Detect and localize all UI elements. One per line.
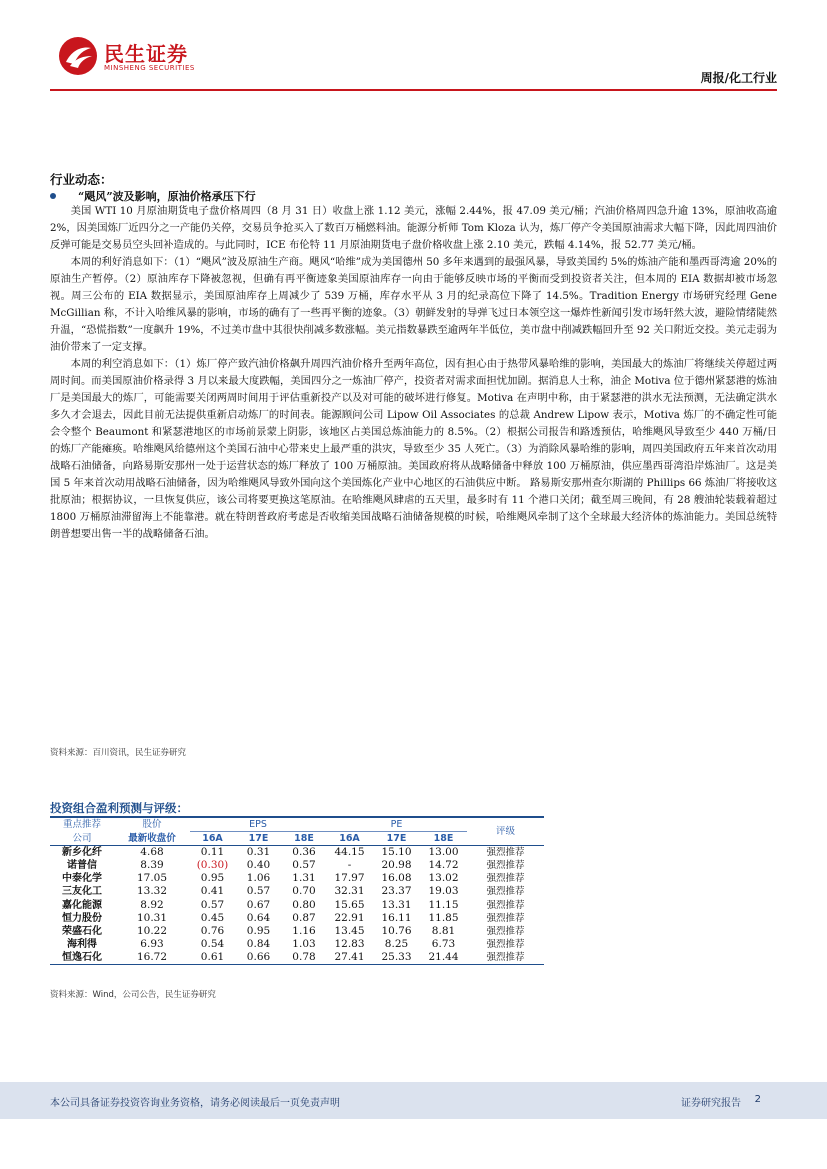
pe-18e-cell: 13.02 [428, 872, 459, 885]
footer-report-label: 证券研究报告 [681, 1098, 741, 1109]
bullet-heading-text: “飓风”波及影响，原油价格承压下行 [78, 190, 256, 203]
pe-18e-cell: 11.15 [428, 898, 459, 911]
pe-16a-cell: 22.91 [334, 911, 365, 924]
eps-16a-cell: 0.61 [200, 951, 225, 964]
col-header-stock: 重点推荐 [62, 819, 101, 831]
close-price-cell: 10.31 [136, 911, 168, 924]
pe-18e-cell: 21.44 [428, 951, 459, 964]
source-note: 资料来源：百川资讯，民生证券研究 [50, 748, 187, 758]
col-header-close: 最新收盘价 [128, 832, 176, 844]
col-header-rating: 评级 [495, 826, 515, 837]
table-row [50, 885, 544, 898]
pe-17e-cell: 16.08 [381, 872, 412, 885]
eps-18e-cell: 0.80 [292, 898, 316, 911]
eps-17e-cell: 0.67 [246, 898, 271, 911]
page-footer [0, 1082, 827, 1119]
paragraph: 本周的利空消息如下：（1）炼厂停产致汽油价格飙升周四汽油价格升至两年高位，因有担心由于热带风暴哈维的影响，美国最大的炼油厂将继续关停超过两周时间。而美国原油价格录得 3 月以来最大度跌幅，美国四分之一炼油厂停产，投资者对需求面担忧加剧。据消息人士称，油企 Motiva 位于德州紧瑟港的炼油厂是美国最大的炼厂，可能需要关闭两周时间用于评估重新投产以及对可能的破坏进行修复。Motiva 在声明中称，由于紧瑟港的洪水无法预测，无法确定洪水多久才会退去，因此目前无法提供重新启动炼厂的时间表。能源顾问公司 Lipow Oil Associates 的总裁 Andrew Lipow 表示，Motiva 炼厂的不确定性可能会令整个 Beaumont 和紧瑟港地区的市场前景蒙上阴影，该地区占美国总炼油能力的 8.5%。（2）根据公司报告和路透预估，哈维飓风导致至少 440 万桶/日的炼厂产能瘫痪。哈维飓风给德州这个美国石油中心带来史上最严重的洪灾，导致至少 35 人死亡。（3）为消除风暴哈维的影响，周四美国政府五年来首次动用战略石油储备，向路易斯安那州一处于运营状态的炼厂释放了 100 万桶原油。美国政府将从战略储备中释放 100 万桶原油，供应墨西哥湾沿岸炼油厂。这是美国 5 年来首次动用战略石油储备，因为哈维飓风导致外国向这个美国炼化产业中心地区的石油供应中断。 路易斯安那州查尔斯湖的 Phillips 66 炼油厂将接收这批原油；根据协议，一旦恢复供应，该公司将要更换这笔原油。在哈维飓风肆虐的五天里，最多时有 11 个港口关闭；截至周三晚间，有 28 艘油轮装载着超过 1800 万桶原油滞留海上不能靠港。就在特朗普政府考虑是否收缩美国战略石油储备规模的时候，哈维飓风牵制了这个全球最大经济体的炼油能力。美国总统特朗普想要出售一半的战略储备石油。 [50, 358, 777, 540]
table-row [50, 872, 544, 885]
col-header-pe-17e: 17E [386, 833, 407, 844]
close-price-cell: 6.93 [140, 938, 164, 951]
rating-cell: 强烈推荐 [486, 886, 525, 898]
eps-18e-cell: 0.70 [292, 885, 316, 898]
table-row [50, 846, 544, 860]
eps-17e-cell: 0.66 [246, 951, 271, 964]
eps-18e-cell: 0.36 [292, 846, 316, 858]
eps-17e-cell: 0.64 [246, 911, 271, 924]
rating-cell: 强烈推荐 [486, 912, 525, 924]
eps-18e-cell: 1.03 [292, 938, 316, 951]
table-row [50, 912, 544, 925]
eps-17e-cell: 0.95 [246, 925, 271, 938]
stock-name-cell: 海利得 [67, 939, 97, 951]
close-price-cell: 4.68 [140, 846, 164, 858]
rating-cell: 强烈推荐 [486, 860, 525, 872]
eps-17e-cell: 0.84 [246, 938, 271, 951]
page-number: 2 [754, 1094, 761, 1105]
stock-name-cell: 恒力股份 [62, 912, 102, 924]
bullet-icon [50, 193, 56, 199]
close-price-cell: 13.32 [136, 885, 168, 898]
stock-name-cell: 荣盛石化 [62, 926, 102, 938]
footer-disclaimer: 本公司具备证券投资咨询业务资格，请务必阅读最后一页免责声明 [50, 1098, 340, 1109]
eps-16a-cell: 0.57 [200, 898, 225, 911]
rating-cell: 强烈推荐 [486, 926, 525, 938]
rating-cell: 强烈推荐 [486, 939, 525, 951]
pe-16a-cell: - [347, 859, 352, 872]
eps-16a-cell: 0.45 [200, 911, 225, 924]
pe-17e-cell: 15.10 [381, 846, 412, 858]
header-divider [50, 89, 777, 91]
eps-16a-cell: 0.76 [200, 925, 225, 938]
bullet-heading [50, 188, 256, 204]
eps-16a-cell: 0.54 [200, 938, 225, 951]
pe-17e-cell: 10.76 [381, 925, 412, 938]
col-header-pe-18e: 18E [433, 833, 454, 844]
pe-18e-cell: 6.73 [431, 938, 456, 951]
col-header-price: 股价 [142, 819, 162, 831]
pe-16a-cell: 32.31 [334, 885, 365, 898]
pe-17e-cell: 16.11 [381, 911, 412, 924]
pe-16a-cell: 15.65 [334, 898, 365, 911]
pe-16a-cell: 13.45 [334, 925, 365, 938]
rating-cell: 强烈推荐 [486, 847, 525, 858]
rating-cell: 强烈推荐 [486, 952, 525, 964]
col-header-eps: EPS [190, 818, 326, 832]
table-row [50, 859, 544, 872]
col-header-eps-18e: 18E [294, 833, 314, 844]
col-header-pe-16a: 16A [339, 833, 360, 844]
stock-name-cell: 嘉化能源 [62, 899, 102, 911]
pe-17e-cell: 20.98 [381, 859, 412, 872]
pe-16a-cell: 17.97 [334, 872, 365, 885]
pe-18e-cell: 11.85 [428, 911, 459, 924]
eps-18e-cell: 0.78 [292, 951, 316, 964]
close-price-cell: 8.39 [140, 859, 164, 872]
rating-cell: 强烈推荐 [486, 873, 525, 885]
eps-17e-cell: 0.57 [246, 885, 271, 898]
source-note: 资料来源：Wind，公司公告，民生证券研究 [50, 990, 216, 1000]
paragraph: 本周的利好消息如下：（1）“飓风”波及原油生产商。飓风“哈维”成为美国德州 50 多年来遇到的最强风暴，导致美国约 5%的炼油产能和墨西哥湾逾 20%的原油生产暂停。（2）原油库存下降被忽视，但确有再平衡迹象美国原油库存一向由于能够反映市场的平衡而受到投资者关注，但本周的 EIA 数据却被市场忽视。周三公布的 EIA 数据显示，美国原油库存上周减少了 539 万桶，库存水平从 3 月的纪录高位下降了 14.5%。Tradition Energy 市场研究经理 Gene McGillian 称，不计入哈维风暴的影响，市场的确有了一些再平衡的迹象。（3）朝鲜发射的导弹飞过日本领空这一爆炸性新闻引发市场轩然大波，避险情绪陡然升温，“恐慌指数”一度飙升 19%，不过美市盘中其很快削减多数涨幅。美元指数暴跌至逾两年半低位，美市盘中削减跌幅回升至 92 关口附近交投。美元走弱为油价带来了一定支撑。 [50, 256, 777, 353]
stock-name-cell: 三友化工 [62, 886, 102, 898]
eps-16a-cell: (0.30) [196, 859, 229, 872]
eps-18e-cell: 0.57 [292, 859, 316, 872]
eps-18e-cell: 0.87 [292, 911, 316, 924]
company-logo [58, 36, 218, 76]
pe-16a-cell: 12.83 [334, 938, 365, 951]
col-header-eps-17e: 17E [248, 833, 269, 844]
paragraph: 美国 WTI 10 月原油期货电子盘价格周四（8 月 31 日）收盘上涨 1.12 美元，涨幅 2.44%，报 47.09 美元/桶；汽油价格周四急升逾 13%，原油收高逾 2%，因美国炼厂近四分之一产能仍关停，交易员争抢买入了数百万桶燃料油。能源分析师 Tom Kloza 认为，炼厂停产令美国原油需求大幅下降，因此周四油价反弹可能是交易员空头回补造成的。与此同时，ICE 布伦特 11 月原油期货电子盘价格收盘上涨 2.10 美元，跌幅 4.14%，报 52.77 美元/桶。 [50, 205, 777, 251]
close-price-cell: 16.72 [136, 951, 168, 964]
table-row [50, 899, 544, 912]
prediction-table [50, 818, 544, 965]
table-header-row [50, 818, 544, 832]
table-title: 投资组合盈利预测与评级： [50, 801, 188, 815]
pe-16a-cell: 27.41 [334, 951, 365, 964]
table-row [50, 951, 544, 965]
pe-18e-cell: 13.00 [428, 846, 459, 858]
eps-17e-cell: 0.40 [246, 859, 271, 872]
col-header-pe: PE [326, 818, 467, 832]
rating-cell: 强烈推荐 [486, 899, 525, 911]
pe-17e-cell: 8.25 [384, 938, 409, 951]
table-row [50, 925, 544, 938]
stock-name-cell: 恒逸石化 [62, 952, 102, 964]
stock-name-cell: 新乡化纤 [62, 847, 102, 858]
pe-18e-cell: 14.72 [428, 859, 459, 872]
eps-18e-cell: 1.16 [292, 925, 316, 938]
pe-16a-cell: 44.15 [334, 846, 365, 858]
logo-cn-text: 民生证券 [104, 42, 188, 66]
pe-17e-cell: 25.33 [381, 951, 412, 964]
eps-17e-cell: 1.06 [246, 872, 271, 885]
minsheng-logo-icon [58, 36, 98, 76]
col-header-eps-16a: 16A [202, 833, 223, 844]
eps-16a-cell: 0.95 [200, 872, 225, 885]
pe-17e-cell: 23.37 [381, 885, 412, 898]
close-price-cell: 17.05 [136, 872, 168, 885]
section-title: 行业动态： [50, 172, 113, 187]
pe-18e-cell: 8.81 [431, 925, 456, 938]
eps-18e-cell: 1.31 [292, 872, 316, 885]
report-type: 周报/化工行业 [700, 71, 777, 85]
eps-16a-cell: 0.11 [200, 846, 225, 858]
close-price-cell: 8.92 [140, 898, 164, 911]
eps-17e-cell: 0.31 [246, 846, 271, 858]
close-price-cell: 10.22 [136, 925, 168, 938]
table-row [50, 938, 544, 951]
col-header-company: 公司 [72, 832, 92, 844]
article-body [50, 203, 777, 543]
stock-name-cell: 中泰化学 [62, 873, 102, 885]
pe-18e-cell: 19.03 [428, 885, 459, 898]
logo-en-text: MINSHENG SECURITIES [104, 64, 195, 72]
pe-17e-cell: 13.31 [381, 898, 412, 911]
eps-16a-cell: 0.41 [200, 885, 225, 898]
stock-name-cell: 诺普信 [67, 860, 97, 872]
